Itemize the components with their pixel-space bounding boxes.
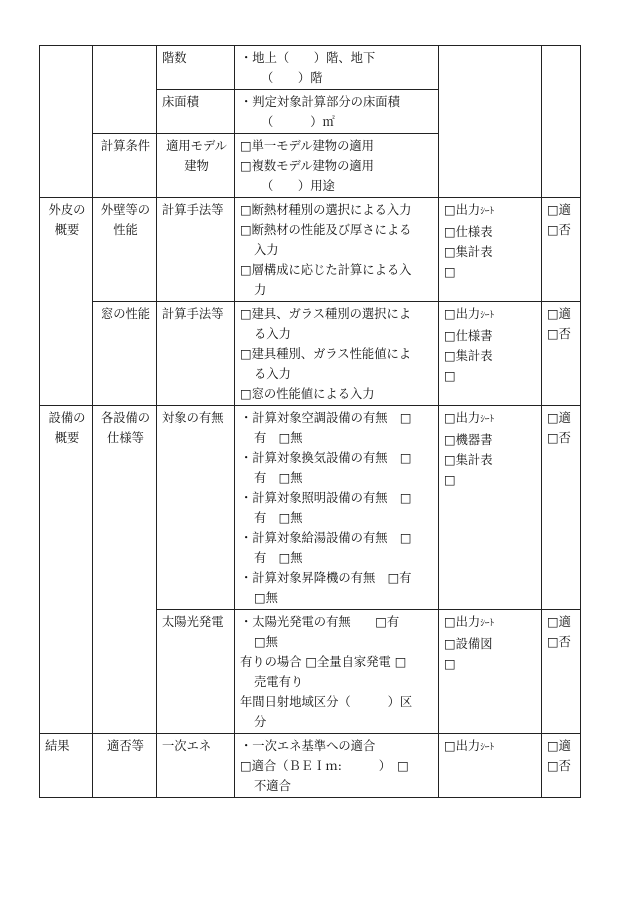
- item-primary-energy: 一次エネ: [157, 734, 235, 798]
- item-floor-area: 床面積: [157, 90, 235, 134]
- content-floor-area: ・判定対象計算部分の床面積 （ ）㎡: [235, 90, 439, 134]
- content-walls: □断熱材種別の選択による入力 □断熱材の性能及び厚さによる 入力 □層構成に応じた計算による入 力: [235, 198, 439, 302]
- content-floors: ・地上（ ）階、地下 （ ）階: [235, 46, 439, 90]
- judge-cell-empty: [542, 46, 581, 198]
- category-equipment: 各設備の仕様等: [93, 406, 157, 734]
- item-walls: 計算手法等: [157, 198, 235, 302]
- docs-walls: □出力ｼｰﾄ □仕様表 □集計表 □: [439, 198, 542, 302]
- content-result: ・一次エネ基準への適合 □適合（ＢＥＩｍ: ） □ 不適合: [235, 734, 439, 798]
- judge-windows: □適 □否: [542, 302, 581, 406]
- review-table: [39, 45, 581, 798]
- category-calc-conditions: 計算条件: [93, 134, 157, 198]
- content-solar: ・太陽光発電の有無 □有 □無 有りの場合 □全量自家発電 □ 売電有り 年間日射地域区分（ ）区 分: [235, 610, 439, 734]
- table-row: [40, 406, 581, 610]
- content-equipment: ・計算対象空調設備の有無 □ 有 □無 ・計算対象換気設備の有無 □ 有 □無 ・計算対象照明設備の有無 □ 有 □無 ・計算対象給湯設備の有無 □ 有 □無 ・計算対象昇降機の有無 □有 □無: [235, 406, 439, 610]
- table-row: [40, 198, 581, 302]
- table-row: [40, 734, 581, 798]
- table-row: [40, 46, 581, 90]
- category-cell-empty: [93, 46, 157, 134]
- group-equipment: 設備の概要: [40, 406, 93, 734]
- item-applied-model: 適用モデル建物: [157, 134, 235, 198]
- item-floors: 階数: [157, 46, 235, 90]
- category-walls: 外壁等の性能: [93, 198, 157, 302]
- group-envelope: 外皮の概要: [40, 198, 93, 406]
- judge-solar: □適 □否: [542, 610, 581, 734]
- item-windows: 計算手法等: [157, 302, 235, 406]
- item-equipment-presence: 対象の有無: [157, 406, 235, 610]
- judge-equipment: □適 □否: [542, 406, 581, 610]
- judge-result: □適 □否: [542, 734, 581, 798]
- docs-result: □出力ｼｰﾄ: [439, 734, 542, 798]
- judge-walls: □適 □否: [542, 198, 581, 302]
- content-calc-conditions: □単一モデル建物の適用 □複数モデル建物の適用 （ ）用途: [235, 134, 439, 198]
- group-result: 結果: [40, 734, 93, 798]
- table-row: [40, 302, 581, 406]
- content-windows: □建具、ガラス種別の選択によ る入力 □建具種別、ガラス性能値によ る入力 □窓の性能値による入力: [235, 302, 439, 406]
- category-windows: 窓の性能: [93, 302, 157, 406]
- docs-windows: □出力ｼｰﾄ □仕様書 □集計表 □: [439, 302, 542, 406]
- category-result: 適否等: [93, 734, 157, 798]
- item-solar: 太陽光発電: [157, 610, 235, 734]
- docs-equipment: □出力ｼｰﾄ □機器書 □集計表 □: [439, 406, 542, 610]
- group-cell-empty: [40, 46, 93, 198]
- doc-cell-empty: [439, 46, 542, 198]
- docs-solar: □出力ｼｰﾄ □設備図 □: [439, 610, 542, 734]
